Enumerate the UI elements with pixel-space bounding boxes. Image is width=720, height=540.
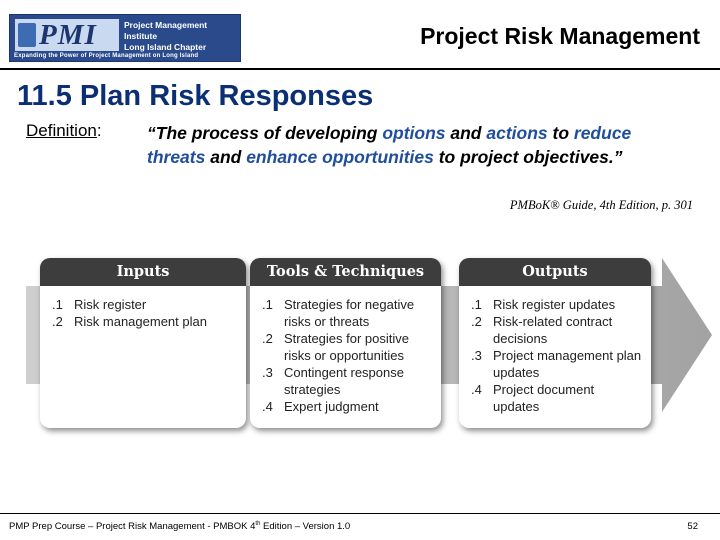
item-number: .4 [262, 399, 273, 414]
item-number: .1 [262, 297, 273, 312]
definition-text [147, 121, 677, 169]
item-text: Risk-related contract decisions [493, 314, 613, 346]
list-item [471, 381, 643, 415]
citation: PMBoK® Guide, 4th Edition, p. 301 [509, 198, 693, 212]
logo-org-name [124, 20, 240, 53]
item-number: .1 [471, 297, 482, 312]
logo-org-line1: Project Management Institute [124, 20, 208, 41]
item-number: .3 [471, 348, 482, 363]
definition-part: to project objectives.” [433, 147, 623, 167]
header-divider [0, 68, 720, 70]
item-text: Risk register [74, 297, 147, 312]
list-item [262, 296, 433, 330]
outputs-list [459, 286, 651, 415]
outputs-column [459, 258, 651, 428]
section-title: 11.5 Plan Risk Responses [17, 80, 374, 112]
item-text: Risk register updates [493, 297, 616, 312]
item-text: Risk management plan [74, 314, 207, 329]
tools-techniques-header: Tools & Techniques [250, 258, 441, 286]
item-text: Project document updates [493, 382, 595, 414]
item-text: Strategies for positive risks or opportunities [284, 331, 410, 363]
definition-part: and [445, 123, 487, 143]
item-text: Expert judgment [284, 399, 379, 414]
item-number: .4 [471, 382, 482, 397]
list-item [262, 364, 433, 398]
item-number: .3 [262, 365, 273, 380]
definition-label-colon: : [96, 121, 102, 140]
header-title: Project Risk Management [420, 23, 700, 49]
definition-label-text: Definition [26, 121, 97, 140]
item-text: Contingent response strategies [284, 365, 404, 397]
definition-part: and [205, 147, 247, 167]
inputs-header: Inputs [40, 258, 246, 286]
outputs-header: Outputs [459, 258, 651, 286]
item-text: Project management plan updates [493, 348, 642, 380]
definition-label [26, 121, 102, 141]
item-text: Strategies for negative risks or threats [284, 297, 415, 329]
logo-mark-text: PMI [39, 19, 97, 51]
item-number: .1 [52, 297, 63, 312]
list-item [471, 296, 643, 313]
list-item [262, 398, 433, 415]
item-number: .2 [262, 331, 273, 346]
item-number: .2 [471, 314, 482, 329]
footer-text-a: PMP Prep Course – Project Risk Management - PMBOK 4 [9, 521, 256, 533]
footer-text [9, 521, 350, 532]
footer-text-b: Edition – Version 1.0 [260, 521, 351, 533]
list-item [471, 347, 643, 381]
logo-tagline: Expanding the Power of Project Management on Long Island [14, 53, 199, 59]
definition-part: to [547, 123, 574, 143]
list-item [52, 296, 238, 313]
inputs-column [40, 258, 246, 428]
logo-mark [15, 19, 119, 51]
definition-highlight-actions: actions [486, 123, 548, 143]
list-item [262, 330, 433, 364]
pmi-logo [9, 14, 241, 62]
list-item [471, 313, 643, 347]
definition-highlight-options: options [382, 123, 446, 143]
tools-techniques-column [250, 258, 441, 428]
footer-superscript: th [255, 521, 261, 527]
tools-techniques-list [250, 286, 441, 415]
item-number: .2 [52, 314, 63, 329]
footer-divider [0, 513, 720, 514]
definition-highlight-reduce-threats: reduce threats [147, 123, 632, 167]
inputs-list [40, 286, 246, 330]
list-item [52, 313, 238, 330]
definition-highlight-enhance-opportunities: enhance opportunities [246, 147, 434, 167]
definition-part: “The process of developing [147, 123, 383, 143]
logo-emblem-icon [18, 23, 36, 47]
logo-org-line2: Long Island Chapter [124, 42, 207, 52]
page-number: 52 [687, 521, 698, 532]
